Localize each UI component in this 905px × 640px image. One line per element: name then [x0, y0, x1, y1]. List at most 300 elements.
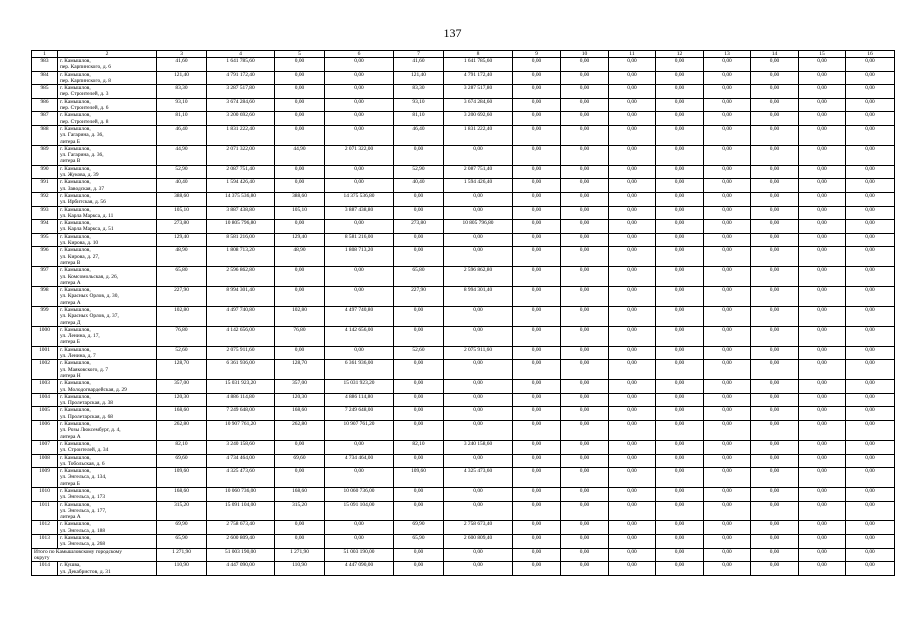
value-cell: 0,00: [561, 346, 609, 360]
value-cell: 69,90: [157, 521, 207, 535]
value-cell: 0,00: [704, 58, 751, 72]
cell-line: г. Камышлов,: [60, 85, 91, 92]
table-row: [32, 440, 895, 454]
cell-line: г. Камышлов,: [60, 454, 91, 461]
value-cell: 0,00: [561, 192, 609, 206]
row-number-cell: 1014: [32, 562, 58, 576]
cell-line: г. Камышлов,: [60, 521, 91, 528]
value-cell: 120,30: [157, 393, 207, 407]
value-cell: 0,00: [846, 287, 895, 307]
value-cell: 0,00: [656, 326, 704, 346]
value-cell: 0,00: [704, 233, 751, 247]
value-cell: 0,00: [609, 380, 656, 394]
cell-line: ул. Ирбитская, д. 56: [60, 199, 106, 206]
value-cell: 4 497 740,80: [207, 306, 275, 326]
value-cell: 0,00: [513, 206, 561, 220]
value-cell: 0,00: [846, 220, 895, 234]
cell-line: г. Камышлов,: [60, 247, 91, 254]
value-cell: 0,00: [656, 145, 704, 165]
value-cell: 0,00: [846, 165, 895, 179]
value-cell: 0,00: [609, 267, 656, 287]
address-cell: [58, 521, 157, 535]
address-cell: [58, 192, 157, 206]
value-cell: 0,00: [325, 165, 394, 179]
value-cell: 0,00: [656, 393, 704, 407]
value-cell: 3 887 438,80: [207, 206, 275, 220]
cell-line: г. Камышлов,: [60, 145, 91, 152]
row-number-cell: 1010: [32, 488, 58, 502]
column-header: 3: [157, 51, 207, 58]
value-cell: 10 805 796,80: [207, 220, 275, 234]
cell-line: ул. Энгельса, д. 173: [60, 494, 106, 501]
cell-line: ул. Гагарина, д. 36,: [60, 132, 104, 139]
value-cell: 0,00: [513, 393, 561, 407]
value-cell: 8 994 301,40: [207, 287, 275, 307]
value-cell: 0,00: [561, 247, 609, 267]
value-cell: 0,00: [799, 98, 846, 112]
value-cell: 0,00: [444, 247, 513, 267]
row-number-cell: 989: [32, 145, 58, 165]
value-cell: 3 240 158,60: [444, 440, 513, 454]
address-cell: [58, 393, 157, 407]
value-cell: 0,00: [656, 287, 704, 307]
value-cell: 0,00: [846, 98, 895, 112]
address-cell: [58, 85, 157, 99]
row-number-cell: 991: [32, 179, 58, 193]
value-cell: 0,00: [751, 562, 799, 576]
total-value-cell: 51 003 190,00: [207, 548, 275, 562]
value-cell: 0,00: [656, 306, 704, 326]
table-row: [32, 85, 895, 99]
cell-line: г. Камышлов,: [60, 233, 91, 240]
value-cell: 0,00: [513, 179, 561, 193]
table-row: [32, 421, 895, 441]
address-cell: [58, 380, 157, 394]
row-number-cell: 1000: [32, 326, 58, 346]
value-cell: 0,00: [799, 125, 846, 145]
row-number-cell: 984: [32, 71, 58, 85]
value-cell: 0,00: [609, 206, 656, 220]
value-cell: 0,00: [704, 535, 751, 549]
value-cell: 0,00: [751, 220, 799, 234]
value-cell: 0,00: [799, 220, 846, 234]
value-cell: 262,80: [275, 421, 325, 441]
value-cell: 4 734 464,00: [325, 454, 394, 468]
cell-line: г. Камышлов,: [60, 287, 91, 294]
value-cell: 0,00: [325, 468, 394, 488]
value-cell: 0,00: [846, 407, 895, 421]
value-cell: 0,00: [846, 346, 895, 360]
value-cell: 4 791 172,40: [444, 71, 513, 85]
row-number-cell: 990: [32, 165, 58, 179]
address-cell: [58, 562, 157, 576]
value-cell: 0,00: [561, 501, 609, 521]
value-cell: 0,00: [609, 98, 656, 112]
value-cell: 0,00: [656, 85, 704, 99]
value-cell: 0,00: [513, 440, 561, 454]
value-cell: 0,00: [444, 233, 513, 247]
value-cell: 0,00: [513, 454, 561, 468]
value-cell: 0,00: [275, 521, 325, 535]
address-cell: [58, 179, 157, 193]
value-cell: 69,60: [275, 454, 325, 468]
value-cell: 83,30: [157, 85, 207, 99]
value-cell: 15 091 104,00: [207, 501, 275, 521]
address-cell: [58, 98, 157, 112]
value-cell: 0,00: [561, 380, 609, 394]
value-cell: 1 594 426,40: [444, 179, 513, 193]
cell-line: литера А: [60, 299, 81, 306]
row-number-cell: 1011: [32, 501, 58, 521]
value-cell: 109,60: [157, 468, 207, 488]
value-cell: 0,00: [609, 440, 656, 454]
value-cell: 0,00: [846, 326, 895, 346]
value-cell: 0,00: [394, 562, 444, 576]
value-cell: 0,00: [513, 267, 561, 287]
table-row: [32, 220, 895, 234]
value-cell: 0,00: [275, 535, 325, 549]
total-value-cell: 0,00: [704, 548, 751, 562]
value-cell: 105,10: [275, 206, 325, 220]
value-cell: 0,00: [846, 233, 895, 247]
address-cell: [58, 247, 157, 267]
row-number-cell: 1004: [32, 393, 58, 407]
value-cell: 0,00: [656, 521, 704, 535]
cell-line: г. Кушва,: [60, 562, 81, 569]
value-cell: 2 758 673,40: [444, 521, 513, 535]
value-cell: 44,90: [275, 145, 325, 165]
value-cell: 0,00: [609, 233, 656, 247]
table-row: [32, 468, 895, 488]
value-cell: 0,00: [394, 233, 444, 247]
value-cell: 7 249 648,00: [207, 407, 275, 421]
cell-line: пер. Карпинского, д. 6: [60, 64, 111, 71]
value-cell: 0,00: [846, 267, 895, 287]
table-row: [32, 501, 895, 521]
value-cell: 2 600 809,40: [444, 535, 513, 549]
address-cell: [58, 58, 157, 72]
value-cell: 0,00: [513, 125, 561, 145]
value-cell: 0,00: [444, 145, 513, 165]
value-cell: 0,00: [799, 521, 846, 535]
value-cell: 0,00: [394, 407, 444, 421]
cell-line: округу: [34, 554, 50, 561]
total-value-cell: 0,00: [751, 548, 799, 562]
value-cell: 0,00: [704, 145, 751, 165]
value-cell: 0,00: [799, 71, 846, 85]
cell-line: ул. Карла Маркса, д. 11: [60, 212, 114, 219]
value-cell: 388,60: [157, 192, 207, 206]
cell-line: г. Камышлов,: [60, 380, 91, 387]
value-cell: 0,00: [704, 421, 751, 441]
value-cell: 4 734 464,00: [207, 454, 275, 468]
value-cell: 315,20: [275, 501, 325, 521]
table-row: [32, 535, 895, 549]
value-cell: 0,00: [799, 267, 846, 287]
address-cell: [58, 421, 157, 441]
value-cell: 121,40: [394, 71, 444, 85]
value-cell: 3 200 692,60: [444, 112, 513, 126]
value-cell: 3 674 284,60: [444, 98, 513, 112]
cell-line: литера Б: [60, 339, 80, 346]
total-value-cell: 1 271,90: [275, 548, 325, 562]
value-cell: 0,00: [751, 501, 799, 521]
value-cell: 0,00: [275, 220, 325, 234]
value-cell: 0,00: [609, 220, 656, 234]
value-cell: 0,00: [846, 306, 895, 326]
row-number-cell: 1001: [32, 346, 58, 360]
column-header: 15: [799, 51, 846, 58]
value-cell: 0,00: [513, 192, 561, 206]
value-cell: 4 325 473,60: [444, 468, 513, 488]
value-cell: 0,00: [704, 380, 751, 394]
value-cell: 0,00: [561, 233, 609, 247]
value-cell: 0,00: [704, 220, 751, 234]
cell-line: г. Камышлов,: [60, 360, 91, 367]
value-cell: 0,00: [561, 407, 609, 421]
cell-line: ул. Энгельса, д. 188: [60, 527, 106, 534]
value-cell: 0,00: [656, 58, 704, 72]
value-cell: 0,00: [799, 421, 846, 441]
value-cell: 4 447 090,00: [325, 562, 394, 576]
address-cell: [58, 267, 157, 287]
value-cell: 0,00: [656, 112, 704, 126]
column-header: 9: [513, 51, 561, 58]
value-cell: 0,00: [513, 58, 561, 72]
column-header: 2: [58, 51, 157, 58]
table-row: [32, 407, 895, 421]
value-cell: 168,60: [157, 488, 207, 502]
value-cell: 0,00: [444, 421, 513, 441]
address-cell: [58, 346, 157, 360]
value-cell: 0,00: [561, 421, 609, 441]
value-cell: 0,00: [394, 192, 444, 206]
value-cell: 0,00: [609, 562, 656, 576]
row-number-cell: 1013: [32, 535, 58, 549]
cell-line: г. Камышлов,: [60, 488, 91, 494]
table-row: [32, 287, 895, 307]
value-cell: 0,00: [846, 206, 895, 220]
value-cell: 0,00: [704, 468, 751, 488]
value-cell: 0,00: [846, 562, 895, 576]
value-cell: 128,70: [157, 360, 207, 380]
total-value-cell: 51 003 190,00: [325, 548, 394, 562]
value-cell: 0,00: [751, 407, 799, 421]
value-cell: 82,10: [157, 440, 207, 454]
value-cell: 0,00: [751, 125, 799, 145]
value-cell: 6 361 936,00: [325, 360, 394, 380]
value-cell: 0,00: [561, 562, 609, 576]
value-cell: 0,00: [799, 112, 846, 126]
value-cell: 65,80: [157, 267, 207, 287]
value-cell: 0,00: [846, 501, 895, 521]
total-value-cell: 0,00: [799, 548, 846, 562]
value-cell: 0,00: [561, 360, 609, 380]
row-number-cell: 986: [32, 98, 58, 112]
value-cell: 0,00: [513, 112, 561, 126]
value-cell: 0,00: [609, 454, 656, 468]
value-cell: 6 361 936,00: [207, 360, 275, 380]
value-cell: 0,00: [513, 407, 561, 421]
value-cell: 0,00: [799, 85, 846, 99]
value-cell: 0,00: [704, 112, 751, 126]
value-cell: 0,00: [609, 346, 656, 360]
value-cell: 0,00: [799, 468, 846, 488]
cell-line: ул. Энгельса, д. 177,: [60, 507, 107, 514]
value-cell: 0,00: [444, 206, 513, 220]
value-cell: 0,00: [444, 501, 513, 521]
row-number-cell: 996: [32, 247, 58, 267]
value-cell: 83,30: [394, 85, 444, 99]
data-table: [31, 50, 895, 576]
cell-line: литера Б: [60, 138, 80, 145]
cell-line: г. Камышлов,: [60, 58, 91, 64]
value-cell: 0,00: [704, 454, 751, 468]
value-cell: 0,00: [846, 393, 895, 407]
value-cell: 0,00: [444, 488, 513, 502]
value-cell: 0,00: [513, 535, 561, 549]
value-cell: 273,80: [157, 220, 207, 234]
table-row: [32, 98, 895, 112]
value-cell: 52,60: [157, 346, 207, 360]
value-cell: 0,00: [704, 287, 751, 307]
total-value-cell: 0,00: [394, 548, 444, 562]
cell-line: ул. Розы Люксембург, д. 4,: [60, 427, 121, 434]
value-cell: 227,90: [157, 287, 207, 307]
row-number-cell: 999: [32, 306, 58, 326]
value-cell: 0,00: [704, 393, 751, 407]
value-cell: 0,00: [751, 380, 799, 394]
value-cell: 0,00: [751, 326, 799, 346]
value-cell: 46,40: [157, 125, 207, 145]
value-cell: 0,00: [704, 267, 751, 287]
value-cell: 4 142 656,00: [207, 326, 275, 346]
cell-line: пер. Строителей, д. 8: [60, 118, 109, 125]
value-cell: 10 907 761,20: [207, 421, 275, 441]
value-cell: 0,00: [799, 360, 846, 380]
address-cell: [58, 287, 157, 307]
cell-line: литера Д: [60, 319, 81, 326]
value-cell: 0,00: [444, 326, 513, 346]
value-cell: 121,40: [157, 71, 207, 85]
value-cell: 0,00: [513, 562, 561, 576]
value-cell: 0,00: [561, 179, 609, 193]
value-cell: 0,00: [656, 360, 704, 380]
value-cell: 2 071 322,00: [207, 145, 275, 165]
value-cell: 0,00: [325, 287, 394, 307]
value-cell: 0,00: [561, 145, 609, 165]
value-cell: 4 447 090,00: [207, 562, 275, 576]
value-cell: 0,00: [561, 488, 609, 502]
value-cell: 227,90: [394, 287, 444, 307]
value-cell: 0,00: [656, 179, 704, 193]
value-cell: 0,00: [513, 233, 561, 247]
table-row: [32, 145, 895, 165]
cell-line: г. Камышлов,: [60, 125, 91, 132]
value-cell: 8 581 216,00: [325, 233, 394, 247]
value-cell: 315,20: [157, 501, 207, 521]
value-cell: 0,00: [394, 454, 444, 468]
value-cell: 0,00: [799, 501, 846, 521]
value-cell: 0,00: [561, 165, 609, 179]
cell-line: г. Камышлов,: [60, 112, 91, 119]
value-cell: 0,00: [846, 488, 895, 502]
value-cell: 0,00: [325, 267, 394, 287]
value-cell: 3 674 284,60: [207, 98, 275, 112]
cell-line: г. Камышлов,: [60, 179, 91, 186]
row-number-cell: 994: [32, 220, 58, 234]
address-cell: [58, 468, 157, 488]
value-cell: 0,00: [656, 192, 704, 206]
value-cell: 0,00: [751, 206, 799, 220]
cell-line: ул. Пролетарская, д. 38: [60, 400, 113, 407]
address-cell: [58, 206, 157, 220]
value-cell: 0,00: [656, 220, 704, 234]
value-cell: 65,90: [394, 535, 444, 549]
row-number-cell: 988: [32, 125, 58, 145]
cell-line: пер. Строителей, д. 6: [60, 105, 109, 112]
value-cell: 0,00: [513, 326, 561, 346]
value-cell: 0,00: [394, 380, 444, 394]
value-cell: 0,00: [609, 488, 656, 502]
cell-line: ул. Ленина, д. 17,: [60, 333, 100, 340]
value-cell: 0,00: [513, 85, 561, 99]
value-cell: 0,00: [325, 58, 394, 72]
value-cell: 0,00: [704, 521, 751, 535]
value-cell: 0,00: [275, 267, 325, 287]
value-cell: 128,70: [275, 360, 325, 380]
value-cell: 0,00: [394, 326, 444, 346]
address-cell: [58, 220, 157, 234]
column-header: 16: [846, 51, 895, 58]
value-cell: 0,00: [846, 71, 895, 85]
value-cell: 0,00: [656, 98, 704, 112]
value-cell: 0,00: [275, 58, 325, 72]
value-cell: 0,00: [656, 501, 704, 521]
cell-line: г. Камышлов,: [60, 267, 91, 274]
table-row: [32, 521, 895, 535]
value-cell: 3 287 517,80: [207, 85, 275, 99]
value-cell: 0,00: [751, 112, 799, 126]
cell-line: литера В: [60, 259, 81, 266]
value-cell: 93,10: [394, 98, 444, 112]
address-cell: [58, 535, 157, 549]
column-header: 14: [751, 51, 799, 58]
value-cell: 0,00: [561, 306, 609, 326]
value-cell: 15 091 104,00: [325, 501, 394, 521]
cell-line: г. Камышлов,: [60, 206, 91, 213]
value-cell: 0,00: [751, 393, 799, 407]
value-cell: 81,10: [394, 112, 444, 126]
value-cell: 0,00: [751, 71, 799, 85]
column-header: 10: [561, 51, 609, 58]
value-cell: 0,00: [394, 360, 444, 380]
value-cell: 10 060 736,00: [207, 488, 275, 502]
value-cell: 0,00: [444, 454, 513, 468]
address-cell: [58, 407, 157, 421]
value-cell: 129,40: [275, 233, 325, 247]
value-cell: 0,00: [513, 521, 561, 535]
cell-line: ул. Жукова, д. 39: [60, 172, 99, 179]
cell-line: пер. Карпинского, д. 8: [60, 77, 111, 84]
value-cell: 168,60: [157, 407, 207, 421]
value-cell: 0,00: [704, 71, 751, 85]
value-cell: 0,00: [799, 233, 846, 247]
value-cell: 48,90: [157, 247, 207, 267]
value-cell: 4 497 740,80: [325, 306, 394, 326]
value-cell: 0,00: [656, 562, 704, 576]
value-cell: 0,00: [751, 360, 799, 380]
